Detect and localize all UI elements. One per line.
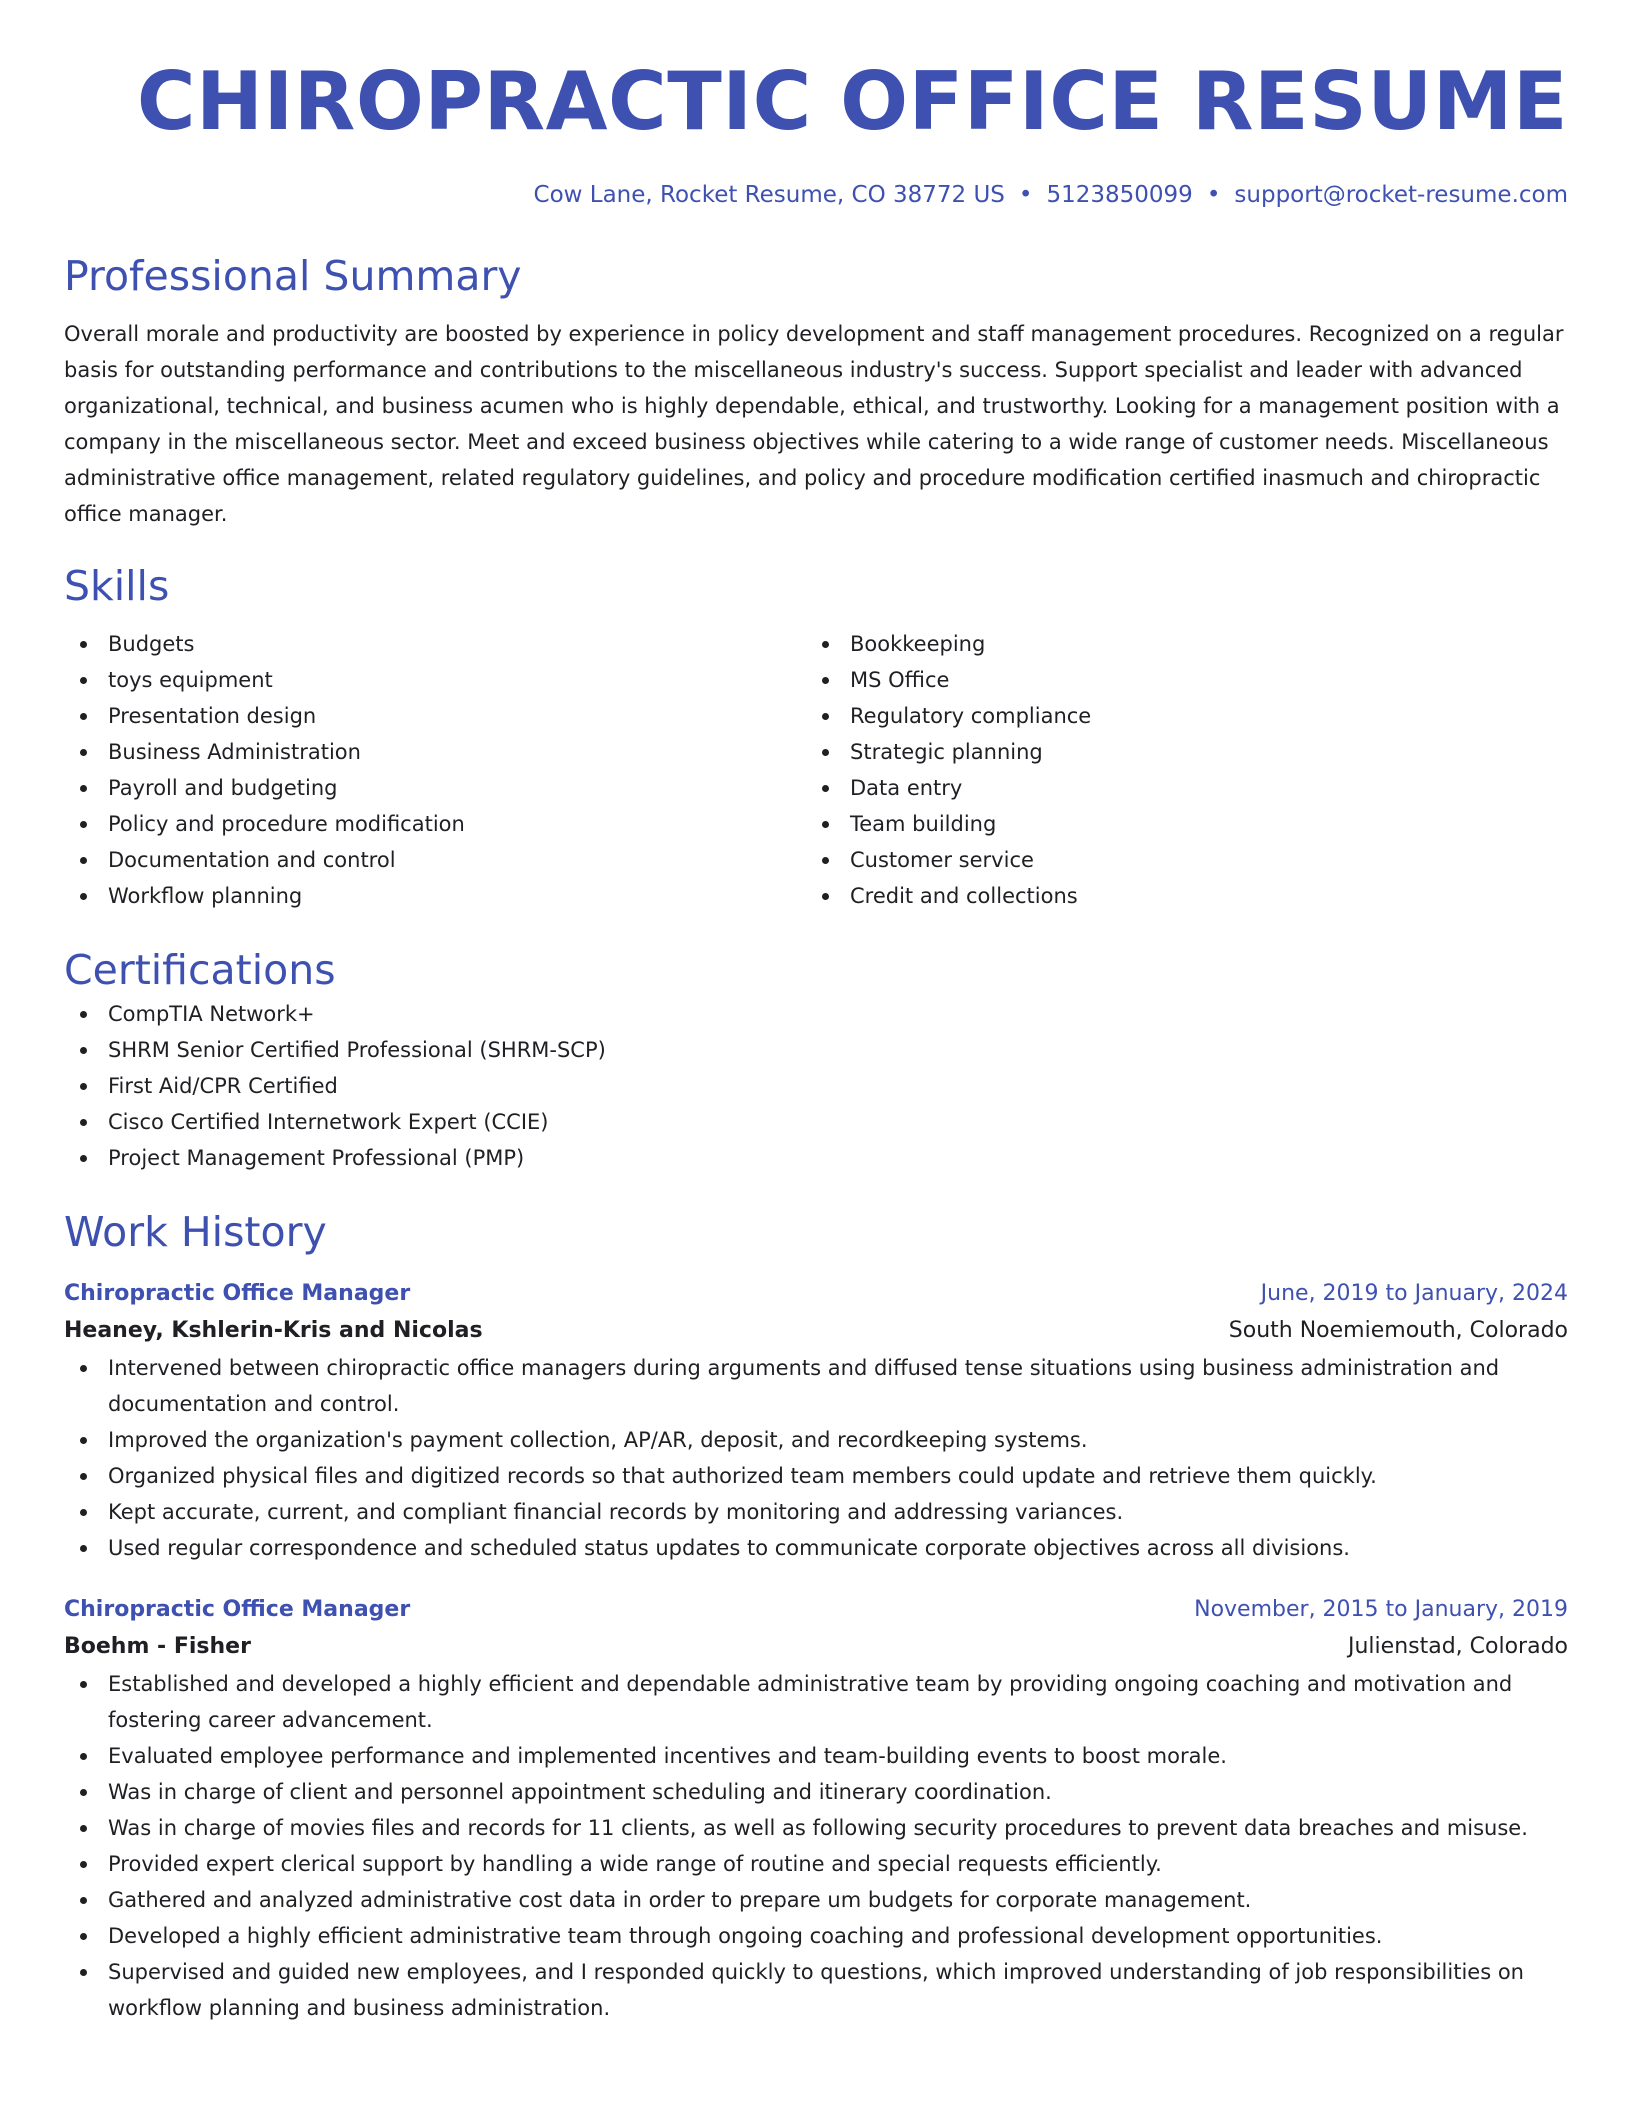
contact-address: Cow Lane, Rocket Resume, CO 38772 US [533,182,1005,208]
skill-item: Team building [806,806,1548,842]
resume-page [64,0,1568,2026]
job-dates: June, 2019 to January, 2024 [1260,1281,1568,1306]
job-bullets [64,1666,1568,2026]
skill-item: Credit and collections [806,878,1548,914]
job-location: South Noemiemouth, Colorado [1228,1318,1568,1343]
job-bullet: Improved the organization's payment collection, AP/AR, deposit, and recordkeeping systems. [64,1422,1568,1458]
certifications-heading: Certifications [64,946,336,994]
skill-item: Customer service [806,842,1548,878]
job-bullet: Organized physical files and digitized records so that authorized team members could update and retrieve them quickly. [64,1458,1568,1494]
skill-item: Payroll and budgeting [64,770,806,806]
job-company: Boehm - Fisher [64,1634,251,1659]
certifications-list [64,996,1568,1176]
skill-item: Regulatory compliance [806,698,1548,734]
job-bullet: Used regular correspondence and scheduled status updates to communicate corporate objectives across all divisions. [64,1530,1568,1566]
skill-item: Bookkeeping [806,626,1548,662]
job-bullet: Gathered and analyzed administrative cost data in order to prepare um budgets for corporate management. [64,1882,1568,1918]
contact-email: support@rocket-resume.com [1234,182,1568,208]
job-company-row [64,1312,1568,1350]
job-bullet: Kept accurate, current, and compliant financial records by monitoring and addressing variances. [64,1494,1568,1530]
skill-item: Policy and procedure modification [64,806,806,842]
job-bullet: Was in charge of client and personnel appointment scheduling and itinerary coordination. [64,1774,1568,1810]
job-location: Julienstad, Colorado [1348,1634,1568,1659]
job-bullet: Evaluated employee performance and implemented incentives and team-building events to boost morale. [64,1738,1568,1774]
skill-item: Data entry [806,770,1548,806]
skill-item: Workflow planning [64,878,806,914]
job-entry [64,1592,1568,2026]
job-company: Heaney, Kshlerin-Kris and Nicolas [64,1318,483,1343]
certification-item: First Aid/CPR Certified [64,1068,1568,1104]
certification-item: Cisco Certified Internetwork Expert (CCIE) [64,1104,1568,1140]
skills-column-left [64,626,806,914]
resume-title: CHIROPRACTIC OFFICE RESUME [136,55,1568,148]
summary-heading: Professional Summary [64,252,522,300]
skills-list [64,626,1568,914]
contact-separator: • [1018,182,1033,208]
certification-item: CompTIA Network+ [64,996,1568,1032]
certification-item: Project Management Professional (PMP) [64,1140,1568,1176]
job-bullet: Was in charge of movies files and records for 11 clients, as well as following security procedures to prevent data breaches and misuse. [64,1810,1568,1846]
work-history-heading: Work History [64,1208,327,1256]
job-bullet: Provided expert clerical support by handling a wide range of routine and special requests efficiently. [64,1846,1568,1882]
skill-item: Presentation design [64,698,806,734]
job-title: Chiropractic Office Manager [64,1281,411,1306]
job-bullet: Established and developed a highly efficient and dependable administrative team by providing ongoing coaching and motivation and fostering career advancement. [64,1666,1568,1738]
job-bullets [64,1350,1568,1566]
job-bullet: Supervised and guided new employees, and I responded quickly to questions, which improved understanding of job responsibilities on workflow planning and business administration. [64,1954,1568,2026]
contact-phone: 5123850099 [1046,182,1193,208]
job-header-row [64,1592,1568,1628]
job-entry [64,1276,1568,1566]
skill-item: Business Administration [64,734,806,770]
skills-column-right [806,626,1548,914]
job-header-row [64,1276,1568,1312]
job-dates: November, 2015 to January, 2019 [1194,1597,1568,1622]
skill-item: MS Office [806,662,1548,698]
contact-separator: • [1206,182,1221,208]
skill-item: Budgets [64,626,806,662]
skill-item: Strategic planning [806,734,1548,770]
job-title: Chiropractic Office Manager [64,1597,411,1622]
certification-item: SHRM Senior Certified Professional (SHRM-SCP) [64,1032,1568,1068]
job-bullet: Developed a highly efficient administrative team through ongoing coaching and professional development opportunities. [64,1918,1568,1954]
job-company-row [64,1628,1568,1666]
skill-item: toys equipment [64,662,806,698]
contact-line [64,178,1568,212]
skills-heading: Skills [64,562,170,610]
summary-text: Overall morale and productivity are boosted by experience in policy development and staff management procedures. Recognized on a regular basis for outstanding performance and contributions to the miscellaneous industry's success. Support specialist and leader with advanced organizational, technical, and business acumen who is highly dependable, ethical, and trustworthy. Looking for a management position with a company in the miscellaneous sector. Meet and exceed business objectives while catering to a wide range of customer needs. Miscellaneous administrative office management, related regulatory guidelines, and policy and procedure modification certified inasmuch and chiropractic office manager. [64,322,1564,526]
skill-item: Documentation and control [64,842,806,878]
job-bullet: Intervened between chiropractic office managers during arguments and diffused tense situations using business administration and documentation and control. [64,1350,1568,1422]
